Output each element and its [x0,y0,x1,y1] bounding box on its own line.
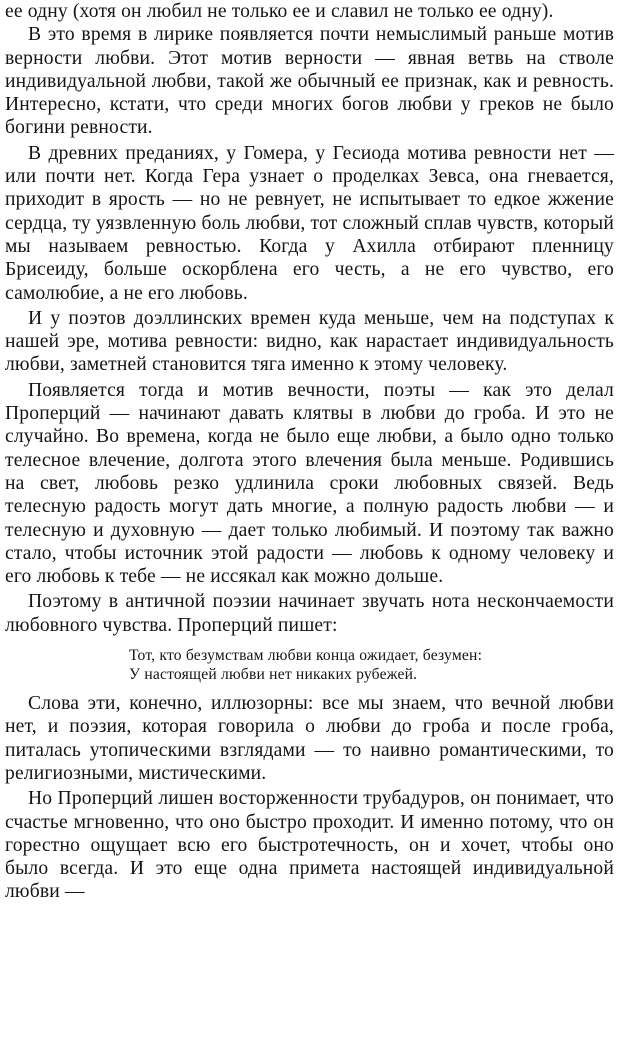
verse-line: Тот, кто безумствам любви конца ожидает, безумен: [129,647,483,665]
paragraph-endless-feeling: Поэтому в античной поэзии начинает звучать нота нескончаемости любовного чувства. Проперций пишет: [5,591,614,636]
paragraph-eternity-motif: Появляется тогда и мотив вечности, поэты — как это делал Проперций — начинают давать клятвы в любви до гроба. И это не случайно. Во времена, когда не было еще любви, а было одно только телесное влечение, долгота этого влечения была меньше. Родившись на свет, любовь резко удлинила сроки любовных связей. Ведь телесную радость могут дать многие, а полную радость любви — и телесную и духовную — дает только любимый. И поэтому так важно стало, чтобы источник этой радости — любовь к одному человеку и его любовь к тебе — не иссякал как можно дольше. [5,379,614,588]
verse-line: У настоящей любви нет никаких рубежей. [129,666,418,684]
paragraph-propertius-happiness: Но Проперций лишен восторженности трубадуров, он понимает, что счастье мгновенно, что оно быстро проходит. И именно потому, что он горестно ощущает всю его быстротечность, он и хочет, чтобы оно было всегда. И это еще одна примета настоящей индивидуальной любви — [5,788,614,903]
paragraph-pre-hellenic-poets: И у поэтов доэллинских времен куда меньше, чем на подступах к нашей эре, мотива ревности: видно, как нарастает индивидуальность любви, заметней становится тяга именно к этому человеку. [5,307,614,376]
verse-quote [5,646,614,684]
paragraph-illusory-words: Слова эти, конечно, иллюзорны: все мы знаем, что вечной любви нет, и поэзия, которая говорила о любви до гроба и после гроба, питалась утопическими взглядами — то наивно романтическими, то религиозными, мистическими. [5,693,614,784]
text-block-after-verse [5,692,614,904]
paragraph-ancient-legends: В древних преданиях, у Гомера, у Гесиода мотива ревности нет — или почти нет. Когда Гера узнает о проделках Зевса, она гневается, приходит в ярость — но не ревнует, не испытывает то едкое жжение сердца, ту уязвленную боль любви, тот сложный сплав чувств, который мы называем ревностью. Когда у Ахилла отбирают пленницу Брисеиду, больше оскорблена его честь, а не его чувство, его самолюбие, а не его любовь. [5,142,614,304]
paragraph-continuation: ее одну (хотя он любил не только ее и славил не только ее одну). [5,1,554,22]
text-block [5,0,614,637]
paragraph-fidelity-motif: В это время в лирике появляется почти немыслимый раньше мотив верности любви. Этот мотив верности — явная ветвь на стволе индивидуальной любви, такой же обычный ее признак, как и ревность. Интересно, кстати, что среди многих богов любви у греков не было богини ревности. [5,24,614,139]
